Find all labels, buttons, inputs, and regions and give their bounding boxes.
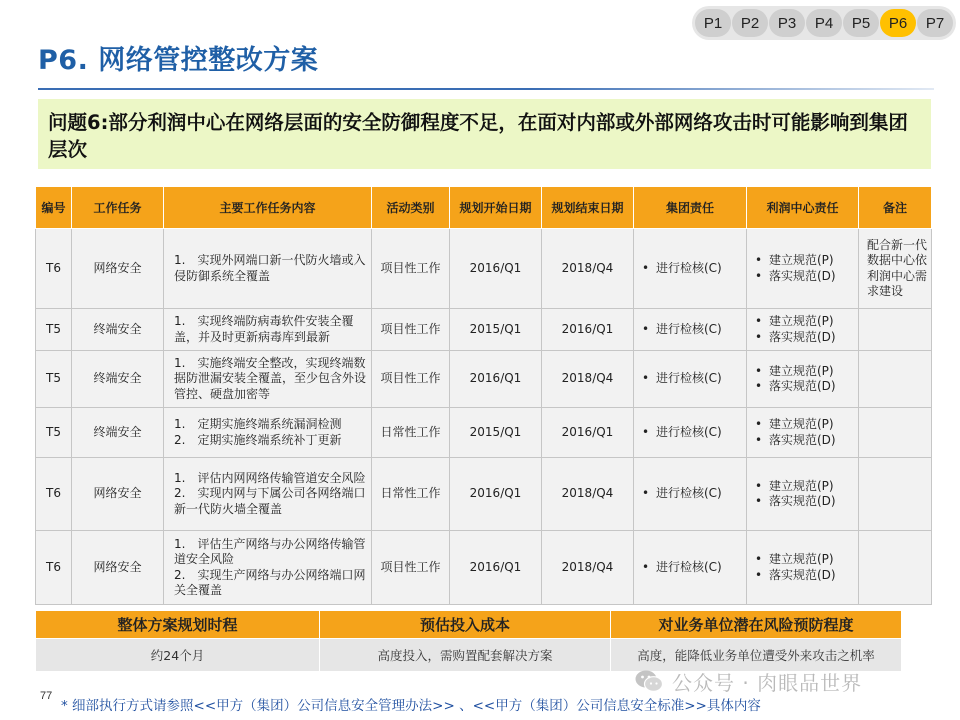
content-line: 1. 评估内网网络传输管道安全风险 (174, 470, 366, 485)
center-resp-item: • 建立规范(P) (755, 479, 854, 495)
watermark-text: 公众号 · 肉眼品世界 (672, 670, 863, 695)
page-number: 77 (40, 690, 53, 702)
page-title: P6. 网络管控整改方案 (38, 45, 319, 76)
cell-note (859, 458, 932, 531)
cell-end-date: 2018/Q4 (542, 458, 634, 531)
content-line: 2. 实现生产网络与办公网络端口网关全覆盖 (174, 567, 366, 597)
cell-note (859, 351, 932, 408)
cell-end-date: 2016/Q1 (542, 309, 634, 351)
content-line: 2. 定期实施终端系统补丁更新 (174, 432, 342, 447)
cell-group-responsibility (634, 408, 747, 458)
table-row (36, 229, 932, 309)
content-line: 2. 实现内网与下属公司各网络端口新一代防火墙全覆盖 (174, 486, 366, 516)
cell-id: T5 (36, 351, 72, 408)
content-line: 1. 定期实施终端系统漏洞检测 (174, 417, 342, 431)
group-resp-item: • 进行检核(C) (642, 322, 742, 338)
cell-start-date: 2016/Q1 (450, 458, 542, 531)
group-resp-item: • 进行检核(C) (642, 425, 742, 441)
header-category: 活动类别 (372, 187, 450, 229)
cell-task: 终端安全 (72, 408, 164, 458)
cell-category: 项目性工作 (372, 309, 450, 351)
cell-task: 终端安全 (72, 351, 164, 408)
header-end-date: 规划结束日期 (542, 187, 634, 229)
center-resp-item: • 建立规范(P) (755, 314, 854, 330)
header-content: 主要工作任务内容 (164, 187, 372, 229)
cell-content (164, 229, 372, 309)
table-row (36, 351, 932, 408)
cell-start-date: 2016/Q1 (450, 351, 542, 408)
wechat-icon (634, 668, 664, 694)
center-resp-item: • 建立规范(P) (755, 552, 854, 568)
cell-category: 项目性工作 (372, 351, 450, 408)
cell-category: 日常性工作 (372, 408, 450, 458)
cell-content (164, 408, 372, 458)
cell-group-responsibility (634, 531, 747, 605)
center-resp-item: • 建立规范(P) (755, 253, 854, 269)
table-row (36, 309, 932, 351)
cell-id: T5 (36, 408, 72, 458)
cell-end-date: 2018/Q4 (542, 531, 634, 605)
cell-content (164, 351, 372, 408)
header-id: 编号 (36, 187, 72, 229)
nav-page-p4[interactable]: P4 (806, 9, 842, 37)
cell-group-responsibility (634, 309, 747, 351)
center-resp-item: • 落实规范(D) (755, 494, 854, 510)
cell-start-date: 2015/Q1 (450, 408, 542, 458)
nav-page-p5[interactable]: P5 (843, 9, 879, 37)
cell-start-date: 2015/Q1 (450, 309, 542, 351)
header-task: 工作任务 (72, 187, 164, 229)
cell-id: T6 (36, 229, 72, 309)
center-resp-item: • 落实规范(D) (755, 330, 854, 346)
summary-header-risk: 对业务单位潜在风险预防程度 (611, 611, 902, 639)
header-group-responsibility: 集团责任 (634, 187, 747, 229)
nav-page-p1[interactable]: P1 (695, 9, 731, 37)
cell-category: 项目性工作 (372, 531, 450, 605)
nav-page-p6[interactable]: P6 (880, 9, 916, 37)
cell-center-responsibility (747, 458, 859, 531)
cell-content (164, 458, 372, 531)
summary-table (35, 610, 902, 672)
group-resp-item: • 进行检核(C) (642, 486, 742, 502)
table-row (36, 408, 932, 458)
cell-start-date: 2016/Q1 (450, 229, 542, 309)
cell-note (859, 531, 932, 605)
table-header-row (36, 187, 932, 229)
nav-page-p3[interactable]: P3 (769, 9, 805, 37)
cell-group-responsibility (634, 351, 747, 408)
summary-header-row (36, 611, 902, 639)
group-resp-item: • 进行检核(C) (642, 560, 742, 576)
content-line: 1. 实现终端防病毒软件安装全覆盖，并及时更新病毒库到最新 (174, 314, 354, 344)
cell-id: T5 (36, 309, 72, 351)
cell-end-date: 2018/Q4 (542, 229, 634, 309)
cell-center-responsibility (747, 309, 859, 351)
cell-task: 网络安全 (72, 458, 164, 531)
cell-center-responsibility (747, 229, 859, 309)
table-row (36, 458, 932, 531)
summary-header-timeline: 整体方案规划时程 (36, 611, 320, 639)
cell-group-responsibility (634, 229, 747, 309)
center-resp-item: • 建立规范(P) (755, 364, 854, 380)
page-navigator (692, 6, 956, 40)
summary-timeline: 约24个月 (36, 639, 320, 672)
cell-note (859, 309, 932, 351)
watermark (634, 666, 862, 696)
summary-risk: 高度，能降低业务单位遭受外来攻击之机率 (611, 639, 902, 672)
center-resp-item: • 落实规范(D) (755, 269, 854, 285)
cell-id: T6 (36, 458, 72, 531)
summary-cost: 高度投入，需购置配套解决方案 (320, 639, 611, 672)
work-plan-table (35, 186, 932, 605)
cell-content (164, 531, 372, 605)
cell-note (859, 408, 932, 458)
content-line: 1. 实施终端安全整改，实现终端数据防泄漏安装全覆盖，至少包含外设管控、硬盘加密等 (174, 355, 367, 401)
cell-start-date: 2016/Q1 (450, 531, 542, 605)
table-row (36, 531, 932, 605)
cell-category: 项目性工作 (372, 229, 450, 309)
cell-task: 网络安全 (72, 531, 164, 605)
cell-group-responsibility (634, 458, 747, 531)
center-resp-item: • 建立规范(P) (755, 417, 854, 433)
center-resp-item: • 落实规范(D) (755, 433, 854, 449)
cell-end-date: 2018/Q4 (542, 351, 634, 408)
nav-page-p7[interactable]: P7 (917, 9, 953, 37)
issue-statement: 问题6:部分利润中心在网络层面的安全防御程度不足，在面对内部或外部网络攻击时可能影响到集团层次 (38, 99, 931, 169)
cell-id: T6 (36, 531, 72, 605)
cell-category: 日常性工作 (372, 458, 450, 531)
center-resp-item: • 落实规范(D) (755, 568, 854, 584)
footnote: * 细部执行方式请参照<<甲方（集团）公司信息安全管理办法>> 、<<甲方（集团）公司信息安全标准>>具体内容 (61, 698, 761, 714)
cell-note: 配合新一代数据中心依利润中心需求建设 (859, 229, 932, 309)
cell-center-responsibility (747, 531, 859, 605)
cell-task: 终端安全 (72, 309, 164, 351)
center-resp-item: • 落实规范(D) (755, 379, 854, 395)
group-resp-item: • 进行检核(C) (642, 261, 742, 277)
header-start-date: 规划开始日期 (450, 187, 542, 229)
summary-header-cost: 预估投入成本 (320, 611, 611, 639)
cell-center-responsibility (747, 351, 859, 408)
group-resp-item: • 进行检核(C) (642, 371, 742, 387)
header-center-responsibility: 利润中心责任 (747, 187, 859, 229)
title-divider (38, 88, 934, 90)
cell-center-responsibility (747, 408, 859, 458)
content-line: 1. 评估生产网络与办公网络传输管道安全风险 (174, 536, 366, 566)
cell-end-date: 2016/Q1 (542, 408, 634, 458)
content-line: 1. 实现外网端口新一代防火墙或入侵防御系统全覆盖 (174, 253, 366, 283)
header-note: 备注 (859, 187, 932, 229)
nav-page-p2[interactable]: P2 (732, 9, 768, 37)
cell-content (164, 309, 372, 351)
cell-task: 网络安全 (72, 229, 164, 309)
